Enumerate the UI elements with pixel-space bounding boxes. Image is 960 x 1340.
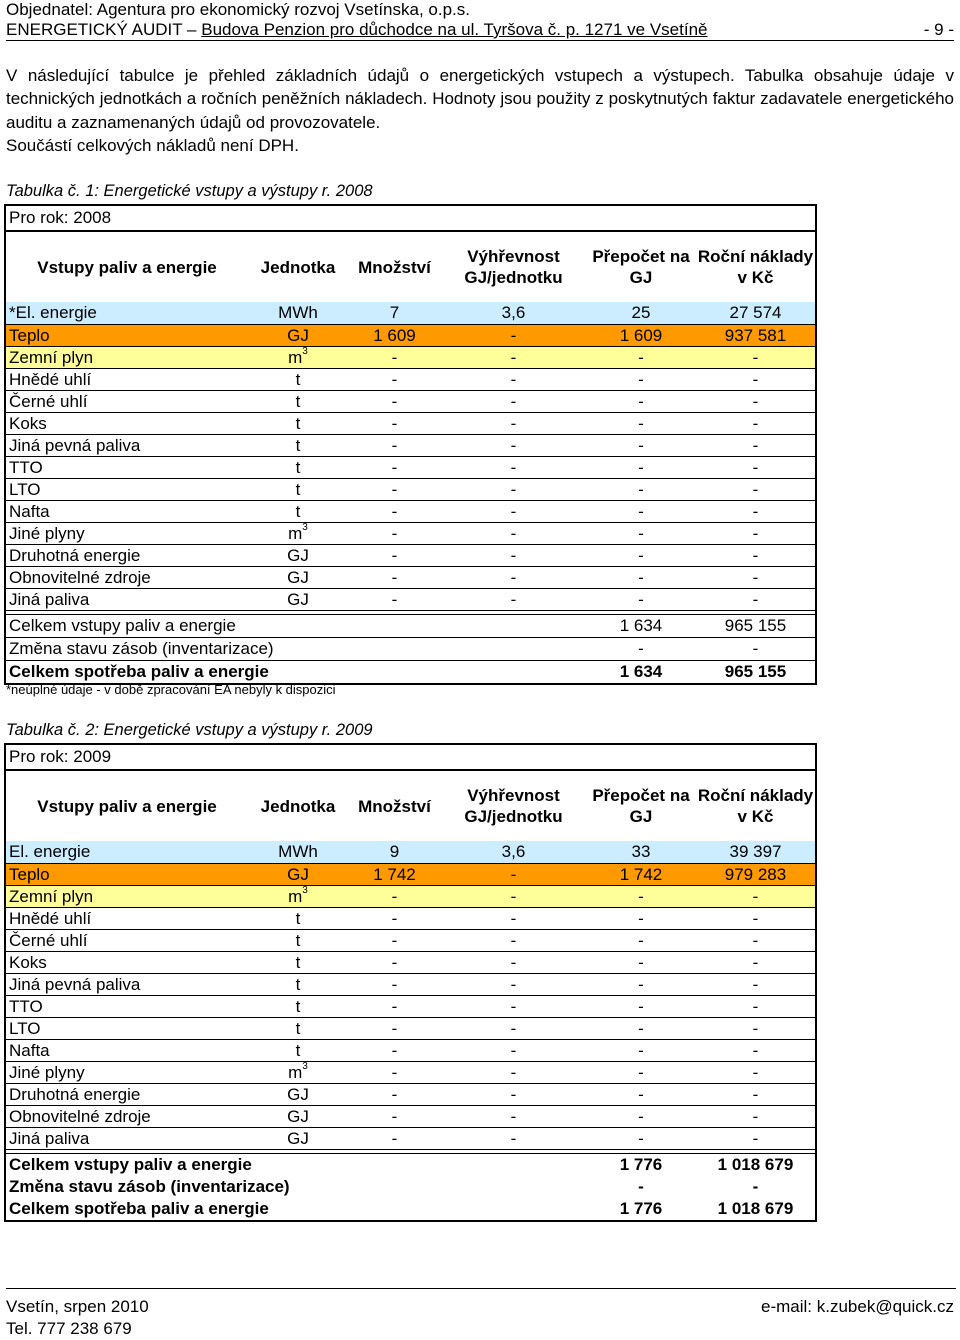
col-header-unit: Jednotka [260, 796, 336, 816]
col-header-unit: Jednotka [260, 257, 336, 277]
row-quantity: - [348, 544, 441, 566]
table-row [6, 1039, 815, 1061]
row-annual-cost: - [696, 1083, 815, 1105]
footer-place-date: Vsetín, srpen 2010 [6, 1297, 149, 1316]
header-client: Objednatel: Agentura pro ekonomický rozvoj Vsetínska, o.p.s. [6, 0, 470, 19]
table-row [6, 544, 815, 566]
row-label: Jiná paliva [6, 588, 248, 610]
row-quantity: - [348, 566, 441, 588]
summary-annual-cost: 1 018 679 [717, 1199, 794, 1218]
row-gj: - [586, 522, 696, 544]
table-row [6, 1083, 815, 1105]
table2-caption: Tabulka č. 2: Energetické vstupy a výstupy r. 2009 [6, 721, 373, 739]
row-annual-cost: - [696, 566, 815, 588]
row-unit: t [248, 434, 348, 456]
row-unit: GJ [248, 1105, 348, 1127]
row-unit: t [248, 368, 348, 390]
row-calorific-value: - [441, 324, 586, 346]
row-unit: t [248, 478, 348, 500]
row-gj: - [586, 1105, 696, 1127]
table-row [6, 907, 815, 929]
row-gj: - [586, 346, 696, 368]
row-unit: MWh [248, 841, 348, 863]
row-label: *El. energie [6, 302, 248, 324]
row-calorific-value: 3,6 [441, 841, 586, 863]
row-quantity: - [348, 390, 441, 412]
row-gj: - [586, 885, 696, 907]
row-unit: t [248, 951, 348, 973]
row-calorific-value: - [441, 1039, 586, 1061]
row-label: Černé uhlí [6, 929, 248, 951]
table-row [6, 500, 815, 522]
row-unit: t [248, 929, 348, 951]
row-label: Obnovitelné zdroje [6, 1105, 248, 1127]
row-quantity: - [348, 456, 441, 478]
row-gj: 25 [586, 302, 696, 324]
row-annual-cost: - [696, 995, 815, 1017]
table-row [6, 390, 815, 412]
row-unit: GJ [248, 863, 348, 885]
table-row [6, 1127, 815, 1149]
summary-annual-cost: - [752, 1177, 759, 1196]
summary-label: Celkem spotřeba paliv a energie [9, 662, 269, 681]
row-calorific-value: - [441, 1083, 586, 1105]
row-calorific-value: - [441, 1127, 586, 1149]
row-label: TTO [6, 456, 248, 478]
row-label: Nafta [6, 500, 248, 522]
row-annual-cost: - [696, 885, 815, 907]
summary-annual-cost: 965 155 [724, 662, 787, 681]
row-label: Nafta [6, 1039, 248, 1061]
row-annual-cost: - [696, 390, 815, 412]
row-label: Koks [6, 412, 248, 434]
row-label: Jiná pevná paliva [6, 973, 248, 995]
row-calorific-value: - [441, 478, 586, 500]
table1 [4, 204, 817, 685]
row-label: Zemní plyn [6, 346, 248, 368]
row-quantity: - [348, 929, 441, 951]
row-calorific-value: - [441, 368, 586, 390]
summary-gj: 1 776 [619, 1199, 663, 1218]
row-annual-cost: - [696, 1017, 815, 1039]
summary-row [6, 1153, 815, 1176]
table2 [4, 743, 817, 1222]
intro-text-last: Součástí celkových nákladů není DPH. [6, 135, 299, 155]
row-unit: MWh [248, 302, 348, 324]
row-calorific-value: - [441, 1105, 586, 1127]
summary-label: Změna stavu zásob (inventarizace) [6, 637, 586, 660]
row-calorific-value: - [441, 995, 586, 1017]
row-quantity: - [348, 588, 441, 610]
summary-annual-cost: 965 155 [696, 614, 815, 637]
row-unit: GJ [248, 566, 348, 588]
row-unit: t [248, 390, 348, 412]
row-unit: $m^3$ [248, 346, 348, 368]
row-calorific-value: - [441, 500, 586, 522]
row-gj: - [586, 1061, 696, 1083]
row-calorific-value: - [441, 885, 586, 907]
table2-header-row [6, 771, 815, 841]
intro-text: V následující tabulce je přehled základních údajů o energetických vstupech a výstupech. Tabulka obsahuje údaje v technických jednotkách a ročních peněžních nákladech. Hodnoty jsou použity z poskytnutých faktur zadavatele energetického auditu a zaznamenaných údajů od provozovatele. [6, 66, 954, 132]
row-annual-cost: - [696, 907, 815, 929]
row-gj: - [586, 544, 696, 566]
row-calorific-value: - [441, 346, 586, 368]
row-annual-cost: - [696, 951, 815, 973]
header-project [6, 20, 954, 41]
row-gj: - [586, 1039, 696, 1061]
col-header-annual-cost: Roční náklady v Kč [697, 247, 814, 287]
row-gj: - [586, 907, 696, 929]
row-annual-cost: - [696, 346, 815, 368]
row-label: Obnovitelné zdroje [6, 566, 248, 588]
row-gj: - [586, 368, 696, 390]
row-unit: t [248, 973, 348, 995]
row-annual-cost: - [696, 522, 815, 544]
row-calorific-value: 3,6 [441, 302, 586, 324]
table-row [6, 588, 815, 610]
row-gj: - [586, 1017, 696, 1039]
table-row [6, 1017, 815, 1039]
row-gj: - [586, 951, 696, 973]
table1-year: Pro rok: 2008 [6, 206, 815, 232]
row-gj: 1 742 [586, 863, 696, 885]
row-gj: - [586, 500, 696, 522]
footer-phone: Tel. 777 238 679 [6, 1319, 132, 1338]
row-gj: - [586, 929, 696, 951]
row-label: Černé uhlí [6, 390, 248, 412]
row-annual-cost: - [696, 588, 815, 610]
page-number: - 9 - [923, 20, 954, 39]
table1-caption: Tabulka č. 1: Energetické vstupy a výstupy r. 2008 [6, 182, 373, 200]
row-quantity: - [348, 346, 441, 368]
row-label: El. energie [6, 841, 248, 863]
table-row [6, 995, 815, 1017]
table-row [6, 841, 815, 863]
row-quantity: - [348, 412, 441, 434]
row-calorific-value: - [441, 588, 586, 610]
row-calorific-value: - [441, 929, 586, 951]
table-row [6, 885, 815, 907]
row-gj: - [586, 566, 696, 588]
row-calorific-value: - [441, 566, 586, 588]
row-quantity: - [348, 522, 441, 544]
col-header-gj: Přepočet na GJ [592, 247, 690, 287]
summary-label: Celkem vstupy paliv a energie [9, 1155, 252, 1174]
row-calorific-value: - [441, 522, 586, 544]
row-quantity: - [348, 973, 441, 995]
row-unit: GJ [248, 588, 348, 610]
row-label: Hnědé uhlí [6, 368, 248, 390]
row-quantity: - [348, 951, 441, 973]
row-label: Jiné plyny [6, 1061, 248, 1083]
summary-gj: - [638, 1177, 644, 1196]
row-quantity: - [348, 1039, 441, 1061]
row-annual-cost: 937 581 [696, 324, 815, 346]
row-calorific-value: - [441, 390, 586, 412]
row-quantity: - [348, 500, 441, 522]
summary-label: Změna stavu zásob (inventarizace) [9, 1177, 290, 1196]
table-row [6, 456, 815, 478]
summary-gj: - [586, 637, 696, 660]
table-row [6, 973, 815, 995]
row-unit: t [248, 1039, 348, 1061]
footer-left [6, 1296, 149, 1340]
table-row [6, 929, 815, 951]
col-header-calorific-value: Výhřevnost GJ/jednotku [464, 786, 563, 826]
summary-row [6, 637, 815, 660]
table2-body [6, 841, 815, 1220]
row-unit: $m^3$ [248, 1061, 348, 1083]
row-annual-cost: - [696, 1127, 815, 1149]
table-row [6, 863, 815, 885]
row-label: LTO [6, 478, 248, 500]
row-annual-cost: - [696, 456, 815, 478]
intro-paragraph [6, 64, 954, 157]
row-annual-cost: - [696, 478, 815, 500]
row-quantity: 9 [348, 841, 441, 863]
row-gj: - [586, 995, 696, 1017]
row-calorific-value: - [441, 973, 586, 995]
row-quantity: 1 742 [348, 863, 441, 885]
table1-header-row [6, 232, 815, 302]
row-calorific-value: - [441, 951, 586, 973]
row-annual-cost: - [696, 973, 815, 995]
row-quantity: - [348, 1127, 441, 1149]
table-row [6, 346, 815, 368]
table-row [6, 434, 815, 456]
col-header-gj: Přepočet na GJ [592, 786, 690, 826]
row-quantity: - [348, 1105, 441, 1127]
row-gj: - [586, 390, 696, 412]
summary-label: Celkem vstupy paliv a energie [6, 614, 586, 637]
row-annual-cost: - [696, 500, 815, 522]
row-gj: - [586, 434, 696, 456]
table-row [6, 412, 815, 434]
footer-email: e-mail: k.zubek@quick.cz [761, 1297, 954, 1316]
summary-row [6, 660, 815, 683]
row-annual-cost: - [696, 1039, 815, 1061]
row-gj: - [586, 973, 696, 995]
row-calorific-value: - [441, 1017, 586, 1039]
row-gj: - [586, 588, 696, 610]
row-unit: GJ [248, 1127, 348, 1149]
summary-label: Celkem spotřeba paliv a energie [9, 1199, 269, 1218]
row-unit: t [248, 456, 348, 478]
row-calorific-value: - [441, 863, 586, 885]
table-row [6, 951, 815, 973]
row-annual-cost: - [696, 929, 815, 951]
table-row [6, 368, 815, 390]
table-row [6, 302, 815, 324]
row-quantity: 1 609 [348, 324, 441, 346]
row-quantity: - [348, 1061, 441, 1083]
row-label: Druhotná energie [6, 1083, 248, 1105]
row-annual-cost: - [696, 544, 815, 566]
row-gj: - [586, 1127, 696, 1149]
row-unit: t [248, 995, 348, 1017]
row-gj: - [586, 478, 696, 500]
row-annual-cost: - [696, 1061, 815, 1083]
row-unit: t [248, 500, 348, 522]
row-quantity: - [348, 1017, 441, 1039]
table-row [6, 1061, 815, 1083]
row-quantity: 7 [348, 302, 441, 324]
row-label: TTO [6, 995, 248, 1017]
col-header-calorific-value: Výhřevnost GJ/jednotku [464, 247, 563, 287]
row-quantity: - [348, 995, 441, 1017]
col-header-annual-cost: Roční náklady v Kč [697, 786, 814, 826]
row-calorific-value: - [441, 907, 586, 929]
row-label: Druhotná energie [6, 544, 248, 566]
header-project-title: Budova Penzion pro důchodce na ul. Tyršova č. p. 1271 ve Vsetíně [201, 20, 708, 39]
table-row [6, 324, 815, 346]
row-gj: - [586, 456, 696, 478]
row-annual-cost: - [696, 412, 815, 434]
summary-gj: 1 634 [586, 614, 696, 637]
row-gj: 1 609 [586, 324, 696, 346]
table2-year: Pro rok: 2009 [6, 745, 815, 771]
row-calorific-value: - [441, 456, 586, 478]
summary-row [6, 614, 815, 637]
footer-divider [6, 1288, 956, 1289]
row-unit: t [248, 412, 348, 434]
table-row [6, 566, 815, 588]
row-label: Zemní plyn [6, 885, 248, 907]
table-row [6, 522, 815, 544]
row-annual-cost: 39 397 [696, 841, 815, 863]
page-header [6, 0, 954, 41]
summary-gj: 1 634 [619, 662, 663, 681]
row-quantity: - [348, 368, 441, 390]
table-row [6, 1105, 815, 1127]
row-label: Teplo [6, 324, 248, 346]
row-quantity: - [348, 434, 441, 456]
table-row [6, 478, 815, 500]
row-unit: $m^3$ [248, 522, 348, 544]
row-annual-cost: - [696, 434, 815, 456]
summary-annual-cost: - [696, 637, 815, 660]
row-gj: - [586, 412, 696, 434]
row-label: Teplo [6, 863, 248, 885]
row-quantity: - [348, 885, 441, 907]
summary-annual-cost: 1 018 679 [717, 1155, 794, 1174]
row-gj: - [586, 1083, 696, 1105]
header-project-prefix: ENERGETICKÝ AUDIT – [6, 20, 202, 39]
row-label: LTO [6, 1017, 248, 1039]
row-annual-cost: 979 283 [696, 863, 815, 885]
row-unit: GJ [248, 544, 348, 566]
summary-row [6, 1176, 815, 1198]
row-calorific-value: - [441, 544, 586, 566]
row-calorific-value: - [441, 412, 586, 434]
row-label: Jiná paliva [6, 1127, 248, 1149]
row-quantity: - [348, 907, 441, 929]
col-header-inputs: Vstupy paliv a energie [37, 257, 217, 277]
row-gj: 33 [586, 841, 696, 863]
table1-body [6, 302, 815, 683]
row-unit: GJ [248, 1083, 348, 1105]
row-unit: t [248, 1017, 348, 1039]
summary-row [6, 1198, 815, 1220]
row-label: Jiné plyny [6, 522, 248, 544]
row-label: Jiná pevná paliva [6, 434, 248, 456]
row-calorific-value: - [441, 434, 586, 456]
row-calorific-value: - [441, 1061, 586, 1083]
row-annual-cost: - [696, 368, 815, 390]
col-header-quantity: Množství [358, 257, 431, 277]
row-annual-cost: 27 574 [696, 302, 815, 324]
table1-note: *neúplné údaje - v době zpracování EA nebyly k dispozici [6, 682, 336, 697]
row-unit: GJ [248, 324, 348, 346]
row-annual-cost: - [696, 1105, 815, 1127]
row-label: Koks [6, 951, 248, 973]
row-label: Hnědé uhlí [6, 907, 248, 929]
row-unit: $m^3$ [248, 885, 348, 907]
summary-gj: 1 776 [619, 1155, 663, 1174]
row-quantity: - [348, 1083, 441, 1105]
col-header-quantity: Množství [358, 796, 431, 816]
row-unit: t [248, 907, 348, 929]
col-header-inputs: Vstupy paliv a energie [37, 796, 217, 816]
row-quantity: - [348, 478, 441, 500]
